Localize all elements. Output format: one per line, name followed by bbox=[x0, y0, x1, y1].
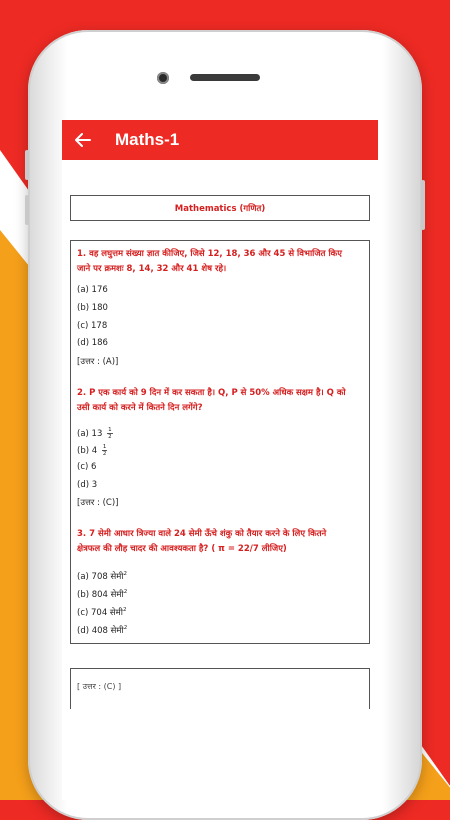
question-text: 3. 7 सेमी आधार त्रिज्या वाले 24 सेमी ऊँचे शंकु को तैयार करने के लिए कितने bbox=[77, 529, 327, 539]
option: (d) 3 bbox=[77, 480, 98, 490]
option: (b) 4 $\frac{1}{2}$ bbox=[77, 444, 107, 457]
option: (d) 186 bbox=[77, 338, 108, 348]
arrow-left-icon[interactable] bbox=[73, 130, 93, 150]
option: (c) 6 bbox=[77, 462, 97, 472]
question-text: 1. वह लघुत्तम संख्या ज्ञात कीजिए, जिसे 12, 18, 36 और 45 से विभाजित किए bbox=[77, 249, 342, 259]
option: (a) 13 $\frac{1}{2}$ bbox=[77, 427, 112, 440]
volume-button bbox=[25, 150, 29, 180]
question-text: 2. P एक कार्य को 9 दिन में कर सकता है। Q, P से 50% अधिक सक्षम है। Q को bbox=[77, 388, 346, 398]
app-screen bbox=[62, 120, 378, 800]
option: (c) 178 bbox=[77, 321, 108, 331]
next-questions-box[interactable] bbox=[70, 668, 370, 709]
page-title: Maths-1 bbox=[115, 130, 180, 149]
option: (b) 180 bbox=[77, 303, 108, 313]
question-text: उसी कार्य को करने में कितने दिन लगेंगे? bbox=[77, 403, 203, 413]
option: (a) 708 सेमी$^2$ bbox=[77, 571, 127, 582]
fraction: $\frac{1}{2}$ bbox=[102, 444, 107, 457]
fraction: $\frac{1}{2}$ bbox=[108, 427, 112, 440]
question-text: जाने पर क्रमशः 8, 14, 32 और 41 शेष रहे। bbox=[77, 264, 227, 274]
question-1 bbox=[71, 247, 369, 277]
volume-button bbox=[25, 195, 29, 225]
section-header-box bbox=[70, 195, 370, 221]
question-2 bbox=[71, 386, 369, 416]
option: (b) 804 सेमी$^2$ bbox=[77, 589, 128, 600]
answer: [उत्तर : (C)] bbox=[77, 498, 119, 508]
option: (a) 176 bbox=[77, 285, 108, 295]
app-bar bbox=[62, 120, 378, 160]
answer: [उत्तर : (A)] bbox=[77, 357, 119, 367]
front-camera bbox=[157, 72, 169, 84]
option: (c) 704 सेमी$^2$ bbox=[77, 607, 127, 618]
question-text: क्षेत्रफल की लौह चादर की आवश्यकता है? ( π = 22/7 लीजिए) bbox=[77, 544, 287, 554]
earpiece-speaker bbox=[190, 74, 260, 81]
section-header: Mathematics (गणित) bbox=[174, 203, 266, 214]
power-button bbox=[421, 180, 425, 230]
questions-box[interactable] bbox=[70, 240, 370, 644]
question-3 bbox=[71, 527, 369, 557]
option: (d) 408 सेमी$^2$ bbox=[77, 625, 128, 636]
answer: [ उत्तर : (C) ] bbox=[77, 682, 122, 691]
